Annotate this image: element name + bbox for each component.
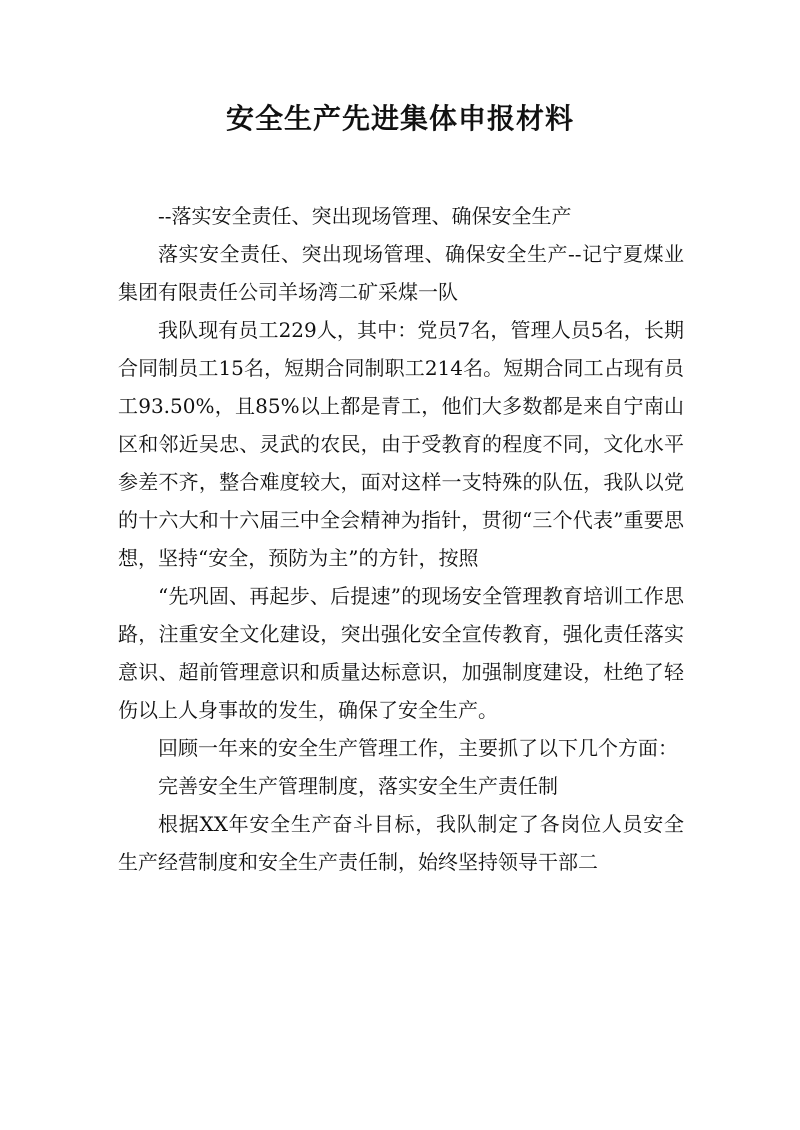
paragraph: 我队现有员工229人，其中：党员7名，管理人员5名，长期合同制员工15名，短期合同制职工214名。短期合同工占现有员工93.50%，且85%以上都是青工，他们大多数都是来自宁南山区和邻近吴忠、灵武的农民，由于受教育的程度不同，文化水平参差不齐，整合难度较大，面对这样一支特殊的队伍，我队以党的十六大和十六届三中全会精神为指针，贯彻“三个代表”重要思想，坚持“安全，预防为主”的方针，按照 <box>118 318 684 570</box>
document-body <box>118 197 684 881</box>
paragraph: 根据XX年安全生产奋斗目标，我队制定了各岗位人员安全生产经营制度和安全生产责任制，始终坚持领导干部二 <box>118 812 684 874</box>
section-heading: 完善安全生产管理制度，落实安全生产责任制 <box>158 774 558 798</box>
subtitle: --落实安全责任、突出现场管理、确保安全生产 <box>158 204 572 228</box>
document-title: 安全生产先进集体申报材料 <box>225 102 574 135</box>
paragraph: 回顾一年来的安全生产管理工作，主要抓了以下几个方面： <box>158 736 678 760</box>
paragraph: “先巩固、再起步、后提速”的现场安全管理教育培训工作思路，注重安全文化建设，突出强化安全宣传教育，强化责任落实意识、超前管理意识和质量达标意识，加强制度建设，杜绝了轻伤以上人身事故的发生，确保了安全生产。 <box>118 584 684 722</box>
paragraph: 落实安全责任、突出现场管理、确保安全生产--记宁夏煤业集团有限责任公司羊场湾二矿采煤一队 <box>118 242 684 304</box>
